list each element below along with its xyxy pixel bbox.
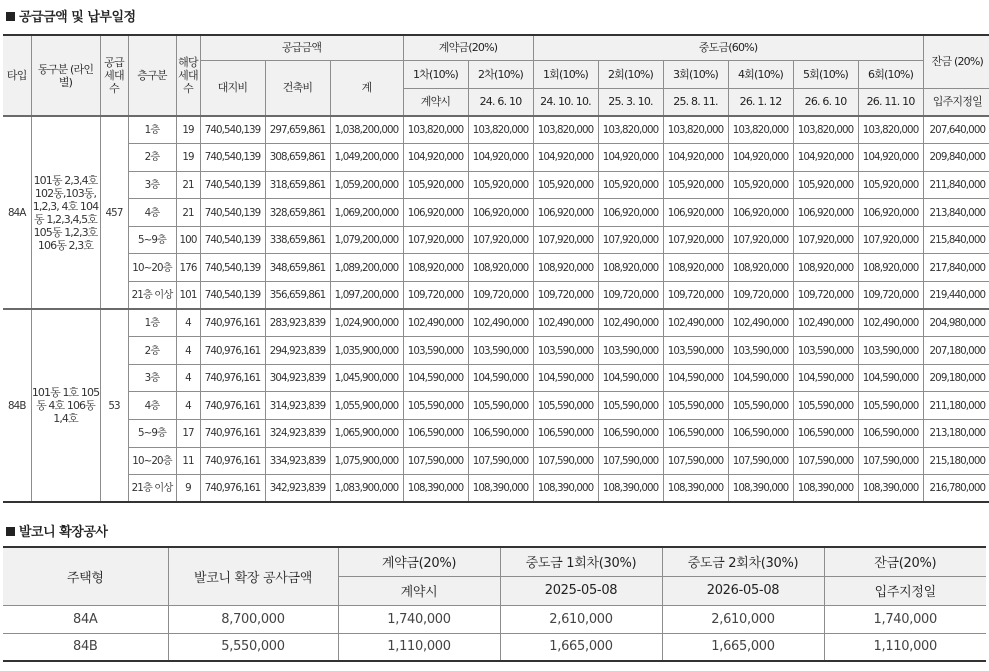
interim-1-cell: 109,720,000	[533, 282, 598, 310]
building-cost-cell: 308,659,861	[265, 144, 330, 172]
deposit-2-cell: 104,920,000	[468, 144, 533, 172]
balance-cell: 213,840,000	[923, 199, 989, 227]
interim-2-cell: 104,920,000	[598, 144, 663, 172]
header-dep1-date: 계약시	[403, 88, 468, 116]
interim-6-cell: 106,920,000	[858, 199, 923, 227]
deposit-2-cell: 104,590,000	[468, 364, 533, 392]
balcony-balance-cell: 1,740,000	[824, 605, 986, 633]
type-cell: 84A	[3, 116, 31, 309]
building-cost-cell: 356,659,861	[265, 282, 330, 310]
header-int-6: 6회(10%)	[858, 60, 923, 88]
interim-4-cell: 107,920,000	[728, 226, 793, 254]
balcony-header-int1-date: 2025-05-08	[500, 576, 662, 605]
table-row	[3, 282, 989, 310]
balcony-header-row-1	[3, 547, 986, 576]
interim-5-cell: 109,720,000	[793, 282, 858, 310]
interim-4-cell: 108,920,000	[728, 254, 793, 282]
interim-3-cell: 107,920,000	[663, 226, 728, 254]
interim-1-cell: 108,390,000	[533, 475, 598, 503]
header-floor: 층구분	[128, 35, 176, 116]
total-cell: 1,075,900,000	[330, 447, 403, 475]
interim-3-cell: 105,920,000	[663, 171, 728, 199]
header-floor-units: 해당 세대 수	[176, 35, 200, 116]
building-cost-cell: 334,923,839	[265, 447, 330, 475]
interim-3-cell: 103,590,000	[663, 337, 728, 365]
deposit-2-cell: 106,920,000	[468, 199, 533, 227]
interim-3-cell: 102,490,000	[663, 309, 728, 337]
interim-3-cell: 109,720,000	[663, 282, 728, 310]
balcony-type-cell: 84A	[3, 605, 168, 633]
interim-4-cell: 108,390,000	[728, 475, 793, 503]
interim-3-cell: 108,390,000	[663, 475, 728, 503]
balcony-amount-cell: 5,550,000	[168, 633, 338, 661]
deposit-2-cell: 109,720,000	[468, 282, 533, 310]
table-row	[3, 337, 989, 365]
balcony-type-cell: 84B	[3, 633, 168, 661]
table-row	[3, 605, 986, 633]
interim-3-cell: 103,820,000	[663, 116, 728, 144]
interim-2-cell: 108,390,000	[598, 475, 663, 503]
interim-6-cell: 107,920,000	[858, 226, 923, 254]
deposit-2-cell: 106,590,000	[468, 420, 533, 448]
interim-2-cell: 104,590,000	[598, 364, 663, 392]
floor-cell: 3층	[128, 171, 176, 199]
balcony-title: 발코니 확장공사	[19, 525, 108, 540]
interim-6-cell: 108,390,000	[858, 475, 923, 503]
header-deposit: 계약금(20%)	[403, 35, 533, 60]
total-cell: 1,038,200,000	[330, 116, 403, 144]
deposit-1-cell: 105,920,000	[403, 171, 468, 199]
interim-1-cell: 108,920,000	[533, 254, 598, 282]
land-cost-cell: 740,976,161	[200, 420, 265, 448]
balcony-header-balance: 잔금(20%)	[824, 547, 986, 576]
interim-1-cell: 107,590,000	[533, 447, 598, 475]
header-dep2: 2차(10%)	[468, 60, 533, 88]
interim-1-cell: 106,590,000	[533, 420, 598, 448]
balcony-int1-cell: 2,610,000	[500, 605, 662, 633]
floor-units-cell: 4	[176, 337, 200, 365]
deposit-1-cell: 108,920,000	[403, 254, 468, 282]
interim-2-cell: 103,590,000	[598, 337, 663, 365]
floor-cell: 1층	[128, 309, 176, 337]
building-cost-cell: 318,659,861	[265, 171, 330, 199]
interim-4-cell: 105,590,000	[728, 392, 793, 420]
table-row	[3, 364, 989, 392]
interim-3-cell: 106,590,000	[663, 420, 728, 448]
balcony-deposit-cell: 1,110,000	[338, 633, 500, 661]
interim-1-cell: 107,920,000	[533, 226, 598, 254]
building-cost-cell: 304,923,839	[265, 364, 330, 392]
floor-units-cell: 101	[176, 282, 200, 310]
interim-1-cell: 106,920,000	[533, 199, 598, 227]
deposit-2-cell: 108,390,000	[468, 475, 533, 503]
header-interim: 중도금(60%)	[533, 35, 923, 60]
floor-units-cell: 19	[176, 144, 200, 172]
table-row	[3, 116, 989, 144]
floor-cell: 4층	[128, 199, 176, 227]
balcony-header-deposit-date: 계약시	[338, 576, 500, 605]
interim-4-cell: 109,720,000	[728, 282, 793, 310]
balcony-header-balance-date: 입주지정일	[824, 576, 986, 605]
balcony-amount-cell: 8,700,000	[168, 605, 338, 633]
interim-6-cell: 103,820,000	[858, 116, 923, 144]
interim-6-cell: 107,590,000	[858, 447, 923, 475]
table-row	[3, 254, 989, 282]
table-row	[3, 633, 986, 661]
interim-2-cell: 106,590,000	[598, 420, 663, 448]
header-int-date-5: 26. 6. 10	[793, 88, 858, 116]
balcony-header-int2-date: 2026-05-08	[662, 576, 824, 605]
balcony-int1-cell: 1,665,000	[500, 633, 662, 661]
total-cell: 1,024,900,000	[330, 309, 403, 337]
floor-cell: 4층	[128, 392, 176, 420]
floor-cell: 2층	[128, 337, 176, 365]
interim-6-cell: 105,590,000	[858, 392, 923, 420]
building-cost-cell: 314,923,839	[265, 392, 330, 420]
interim-3-cell: 108,920,000	[663, 254, 728, 282]
floor-units-cell: 21	[176, 171, 200, 199]
total-cell: 1,097,200,000	[330, 282, 403, 310]
interim-5-cell: 106,590,000	[793, 420, 858, 448]
floor-cell: 21층 이상	[128, 282, 176, 310]
header-supply-amount: 공급금액	[200, 35, 403, 60]
floor-cell: 10~20층	[128, 254, 176, 282]
table-row	[3, 475, 989, 503]
total-cell: 1,065,900,000	[330, 420, 403, 448]
land-cost-cell: 740,540,139	[200, 226, 265, 254]
floor-units-cell: 11	[176, 447, 200, 475]
land-cost-cell: 740,976,161	[200, 364, 265, 392]
interim-4-cell: 106,920,000	[728, 199, 793, 227]
deposit-1-cell: 103,820,000	[403, 116, 468, 144]
table-row	[3, 392, 989, 420]
interim-6-cell: 106,590,000	[858, 420, 923, 448]
deposit-2-cell: 103,820,000	[468, 116, 533, 144]
land-cost-cell: 740,540,139	[200, 254, 265, 282]
interim-2-cell: 102,490,000	[598, 309, 663, 337]
floor-cell: 5~9층	[128, 226, 176, 254]
balance-cell: 207,640,000	[923, 116, 989, 144]
interim-2-cell: 106,920,000	[598, 199, 663, 227]
land-cost-cell: 740,540,139	[200, 171, 265, 199]
land-cost-cell: 740,976,161	[200, 447, 265, 475]
deposit-1-cell: 105,590,000	[403, 392, 468, 420]
land-cost-cell: 740,540,139	[200, 282, 265, 310]
table-row	[3, 420, 989, 448]
header-balance: 잔금 (20%)	[923, 35, 989, 88]
table-row	[3, 447, 989, 475]
header-int-date-2: 25. 3. 10.	[598, 88, 663, 116]
interim-5-cell: 103,820,000	[793, 116, 858, 144]
land-cost-cell: 740,976,161	[200, 475, 265, 503]
interim-3-cell: 107,590,000	[663, 447, 728, 475]
floor-units-cell: 4	[176, 364, 200, 392]
balcony-heading	[6, 521, 107, 540]
floor-cell: 2층	[128, 144, 176, 172]
header-dep2-date: 24. 6. 10	[468, 88, 533, 116]
balcony-table	[3, 546, 986, 662]
balance-cell: 215,180,000	[923, 447, 989, 475]
balance-cell: 209,180,000	[923, 364, 989, 392]
balance-cell: 211,840,000	[923, 171, 989, 199]
interim-6-cell: 104,590,000	[858, 364, 923, 392]
interim-1-cell: 105,920,000	[533, 171, 598, 199]
floor-cell: 3층	[128, 364, 176, 392]
interim-3-cell: 105,590,000	[663, 392, 728, 420]
header-int-date-1: 24. 10. 10.	[533, 88, 598, 116]
floor-units-cell: 17	[176, 420, 200, 448]
interim-3-cell: 106,920,000	[663, 199, 728, 227]
deposit-1-cell: 102,490,000	[403, 309, 468, 337]
deposit-1-cell: 108,390,000	[403, 475, 468, 503]
deposit-1-cell: 107,920,000	[403, 226, 468, 254]
building-cost-cell: 338,659,861	[265, 226, 330, 254]
interim-3-cell: 104,920,000	[663, 144, 728, 172]
building-cost-cell: 324,923,839	[265, 420, 330, 448]
interim-5-cell: 102,490,000	[793, 309, 858, 337]
total-cell: 1,045,900,000	[330, 364, 403, 392]
interim-4-cell: 106,590,000	[728, 420, 793, 448]
table-row	[3, 144, 989, 172]
land-cost-cell: 740,976,161	[200, 337, 265, 365]
balcony-int2-cell: 1,665,000	[662, 633, 824, 661]
supply-schedule-heading	[6, 6, 136, 25]
header-balance-date: 입주지정일	[923, 88, 989, 116]
building-cost-cell: 297,659,861	[265, 116, 330, 144]
land-cost-cell: 740,540,139	[200, 116, 265, 144]
interim-3-cell: 104,590,000	[663, 364, 728, 392]
balance-cell: 217,840,000	[923, 254, 989, 282]
interim-1-cell: 104,590,000	[533, 364, 598, 392]
deposit-1-cell: 107,590,000	[403, 447, 468, 475]
deposit-2-cell: 108,920,000	[468, 254, 533, 282]
total-cell: 1,089,200,000	[330, 254, 403, 282]
floor-units-cell: 19	[176, 116, 200, 144]
interim-1-cell: 102,490,000	[533, 309, 598, 337]
square-bullet-icon	[6, 12, 15, 21]
interim-1-cell: 104,920,000	[533, 144, 598, 172]
deposit-1-cell: 104,590,000	[403, 364, 468, 392]
table-row	[3, 199, 989, 227]
balance-cell: 219,440,000	[923, 282, 989, 310]
interim-2-cell: 107,920,000	[598, 226, 663, 254]
interim-6-cell: 105,920,000	[858, 171, 923, 199]
header-int-5: 5회(10%)	[793, 60, 858, 88]
floor-units-cell: 176	[176, 254, 200, 282]
interim-4-cell: 104,590,000	[728, 364, 793, 392]
floor-cell: 10~20층	[128, 447, 176, 475]
dong-cell: 101동 2,3,4호 102동,103동, 1,2,3, 4호 104동 1,2,3,4,5호 105동 1,2,3호 106동 2,3호	[31, 116, 100, 309]
land-cost-cell: 740,540,139	[200, 144, 265, 172]
supply-schedule-title: 공급금액 및 납부일정	[19, 10, 136, 25]
building-cost-cell: 283,923,839	[265, 309, 330, 337]
balance-cell: 213,180,000	[923, 420, 989, 448]
land-cost-cell: 740,976,161	[200, 392, 265, 420]
units-cell: 53	[100, 309, 128, 502]
building-cost-cell: 348,659,861	[265, 254, 330, 282]
interim-5-cell: 107,920,000	[793, 226, 858, 254]
interim-6-cell: 103,590,000	[858, 337, 923, 365]
header-type: 타입	[3, 35, 31, 116]
interim-4-cell: 103,590,000	[728, 337, 793, 365]
total-cell: 1,079,200,000	[330, 226, 403, 254]
floor-cell: 5~9층	[128, 420, 176, 448]
interim-1-cell: 103,820,000	[533, 116, 598, 144]
total-cell: 1,059,200,000	[330, 171, 403, 199]
balcony-header-amount: 발코니 확장 공사금액	[168, 547, 338, 605]
table-row	[3, 171, 989, 199]
interim-5-cell: 108,390,000	[793, 475, 858, 503]
deposit-2-cell: 107,590,000	[468, 447, 533, 475]
header-int-1: 1회(10%)	[533, 60, 598, 88]
header-int-date-4: 26. 1. 12	[728, 88, 793, 116]
table-row	[3, 226, 989, 254]
balcony-deposit-cell: 1,740,000	[338, 605, 500, 633]
interim-5-cell: 104,920,000	[793, 144, 858, 172]
units-cell: 457	[100, 116, 128, 309]
building-cost-cell: 328,659,861	[265, 199, 330, 227]
balance-cell: 209,840,000	[923, 144, 989, 172]
header-int-2: 2회(10%)	[598, 60, 663, 88]
total-cell: 1,083,900,000	[330, 475, 403, 503]
interim-2-cell: 108,920,000	[598, 254, 663, 282]
building-cost-cell: 342,923,839	[265, 475, 330, 503]
land-cost-cell: 740,540,139	[200, 199, 265, 227]
balcony-header-type: 주택형	[3, 547, 168, 605]
interim-6-cell: 102,490,000	[858, 309, 923, 337]
deposit-2-cell: 107,920,000	[468, 226, 533, 254]
header-int-3: 3회(10%)	[663, 60, 728, 88]
interim-4-cell: 105,920,000	[728, 171, 793, 199]
deposit-1-cell: 106,590,000	[403, 420, 468, 448]
interim-2-cell: 109,720,000	[598, 282, 663, 310]
header-dep1: 1차(10%)	[403, 60, 468, 88]
header-units: 공급 세대 수	[100, 35, 128, 116]
interim-2-cell: 103,820,000	[598, 116, 663, 144]
dong-cell: 101동 1호 105동 4호 106동 1,4호	[31, 309, 100, 502]
interim-2-cell: 105,590,000	[598, 392, 663, 420]
interim-4-cell: 103,820,000	[728, 116, 793, 144]
total-cell: 1,069,200,000	[330, 199, 403, 227]
total-cell: 1,055,900,000	[330, 392, 403, 420]
total-cell: 1,049,200,000	[330, 144, 403, 172]
square-bullet-icon	[6, 527, 15, 536]
deposit-1-cell: 103,590,000	[403, 337, 468, 365]
interim-4-cell: 102,490,000	[728, 309, 793, 337]
balcony-balance-cell: 1,110,000	[824, 633, 986, 661]
balance-cell: 216,780,000	[923, 475, 989, 503]
interim-2-cell: 105,920,000	[598, 171, 663, 199]
interim-5-cell: 108,920,000	[793, 254, 858, 282]
deposit-1-cell: 104,920,000	[403, 144, 468, 172]
table-row	[3, 309, 989, 337]
deposit-2-cell: 105,920,000	[468, 171, 533, 199]
header-int-date-6: 26. 11. 10	[858, 88, 923, 116]
interim-1-cell: 103,590,000	[533, 337, 598, 365]
floor-units-cell: 4	[176, 309, 200, 337]
floor-cell: 21층 이상	[128, 475, 176, 503]
floor-units-cell: 21	[176, 199, 200, 227]
header-int-date-3: 25. 8. 11.	[663, 88, 728, 116]
header-total: 계	[330, 60, 403, 116]
interim-5-cell: 105,590,000	[793, 392, 858, 420]
interim-1-cell: 105,590,000	[533, 392, 598, 420]
deposit-2-cell: 103,590,000	[468, 337, 533, 365]
interim-5-cell: 103,590,000	[793, 337, 858, 365]
interim-4-cell: 104,920,000	[728, 144, 793, 172]
total-cell: 1,035,900,000	[330, 337, 403, 365]
supply-schedule-table	[3, 34, 989, 503]
balcony-int2-cell: 2,610,000	[662, 605, 824, 633]
land-cost-cell: 740,976,161	[200, 309, 265, 337]
header-dong: 동구분 (라인별)	[31, 35, 100, 116]
floor-units-cell: 4	[176, 392, 200, 420]
interim-5-cell: 105,920,000	[793, 171, 858, 199]
header-land: 대지비	[200, 60, 265, 116]
type-cell: 84B	[3, 309, 31, 502]
interim-2-cell: 107,590,000	[598, 447, 663, 475]
balcony-header-deposit: 계약금(20%)	[338, 547, 500, 576]
interim-6-cell: 109,720,000	[858, 282, 923, 310]
deposit-2-cell: 105,590,000	[468, 392, 533, 420]
header-int-4: 4회(10%)	[728, 60, 793, 88]
interim-6-cell: 104,920,000	[858, 144, 923, 172]
balance-cell: 211,180,000	[923, 392, 989, 420]
floor-units-cell: 100	[176, 226, 200, 254]
deposit-1-cell: 106,920,000	[403, 199, 468, 227]
interim-4-cell: 107,590,000	[728, 447, 793, 475]
header-building: 건축비	[265, 60, 330, 116]
deposit-1-cell: 109,720,000	[403, 282, 468, 310]
deposit-2-cell: 102,490,000	[468, 309, 533, 337]
floor-cell: 1층	[128, 116, 176, 144]
floor-units-cell: 9	[176, 475, 200, 503]
interim-6-cell: 108,920,000	[858, 254, 923, 282]
balcony-header-int2: 중도금 2회차(30%)	[662, 547, 824, 576]
balance-cell: 204,980,000	[923, 309, 989, 337]
interim-5-cell: 106,920,000	[793, 199, 858, 227]
interim-5-cell: 104,590,000	[793, 364, 858, 392]
balance-cell: 215,840,000	[923, 226, 989, 254]
building-cost-cell: 294,923,839	[265, 337, 330, 365]
interim-5-cell: 107,590,000	[793, 447, 858, 475]
balcony-header-int1: 중도금 1회차(30%)	[500, 547, 662, 576]
balance-cell: 207,180,000	[923, 337, 989, 365]
header-row-1	[3, 35, 989, 60]
